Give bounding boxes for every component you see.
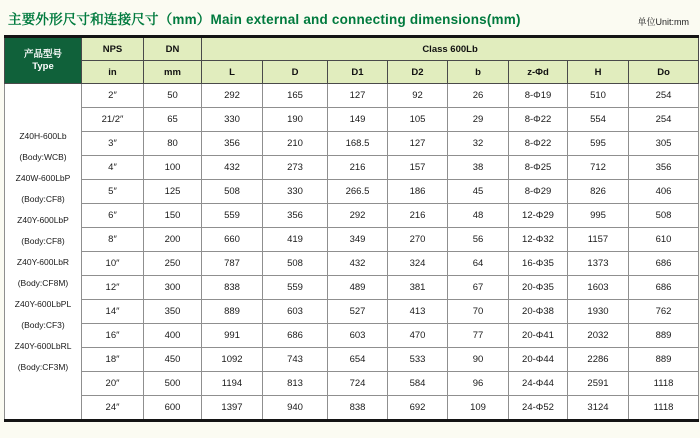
table-cell: 14″ (82, 300, 144, 324)
col-header-zd: z-Φd (509, 61, 568, 84)
table-cell: 1118 (629, 396, 699, 421)
table-cell: 32 (448, 132, 509, 156)
table-cell: 200 (144, 228, 202, 252)
table-cell: 12-Φ32 (509, 228, 568, 252)
table-cell: 510 (568, 84, 629, 108)
table-cell: 432 (202, 156, 263, 180)
table-cell: 127 (328, 84, 388, 108)
table-row (5, 348, 699, 372)
page-title: 主要外形尺寸和连接尺寸（mm）Main external and connecting dimensions(mm) (8, 12, 521, 27)
table-cell: 270 (388, 228, 448, 252)
table-cell: 692 (388, 396, 448, 421)
table-cell: 67 (448, 276, 509, 300)
table-row (5, 132, 699, 156)
col-header-dn: DN (144, 37, 202, 61)
table-cell: 838 (328, 396, 388, 421)
product-type-line: (Body:CF8) (21, 193, 65, 204)
table-cell: 712 (568, 156, 629, 180)
table-cell: 2″ (82, 84, 144, 108)
table-cell: 300 (144, 276, 202, 300)
col-header-mm: mm (144, 61, 202, 84)
table-row (5, 228, 699, 252)
header-row-2 (5, 61, 699, 84)
table-body (5, 84, 699, 421)
table-cell: 826 (568, 180, 629, 204)
table-cell: 273 (263, 156, 328, 180)
table-cell: 8-Φ22 (509, 108, 568, 132)
table-cell: 96 (448, 372, 509, 396)
col-header-Do: Do (629, 61, 699, 84)
product-type-line: Z40H-600Lb (19, 130, 67, 141)
product-type-line: Z40Y-600LbPL (14, 298, 72, 309)
table-cell: 554 (568, 108, 629, 132)
col-header-type-cn: 产品型号 (23, 48, 62, 60)
table-cell: 813 (263, 372, 328, 396)
table-cell: 48 (448, 204, 509, 228)
table-cell: 168.5 (328, 132, 388, 156)
table-cell: 432 (328, 252, 388, 276)
product-type-line: (Body:CF8M) (17, 277, 69, 288)
product-type-line: (Body:CF8) (21, 235, 65, 246)
table-cell: 787 (202, 252, 263, 276)
table-cell: 105 (388, 108, 448, 132)
table-cell: 20-Φ44 (509, 348, 568, 372)
table-cell: 1092 (202, 348, 263, 372)
table-cell: 889 (629, 348, 699, 372)
table-cell: 743 (263, 348, 328, 372)
table-cell: 292 (328, 204, 388, 228)
table-cell: 527 (328, 300, 388, 324)
table-cell: 149 (328, 108, 388, 132)
table-cell: 413 (388, 300, 448, 324)
table-cell: 8-Φ29 (509, 180, 568, 204)
table-cell: 2032 (568, 324, 629, 348)
product-type-line: Z40Y-600LbRL (14, 340, 72, 351)
product-type-cell (5, 84, 82, 421)
table-cell: 889 (202, 300, 263, 324)
table-row (5, 300, 699, 324)
table-cell: 508 (202, 180, 263, 204)
table-cell: 21/2″ (82, 108, 144, 132)
table-cell: 406 (629, 180, 699, 204)
table-cell: 45 (448, 180, 509, 204)
col-header-nps: NPS (82, 37, 144, 61)
table-cell: 350 (144, 300, 202, 324)
table-cell: 356 (263, 204, 328, 228)
table-cell: 356 (629, 156, 699, 180)
table-cell: 3124 (568, 396, 629, 421)
product-type-line: (Body:WCB) (19, 151, 67, 162)
table-cell: 1397 (202, 396, 263, 421)
table-cell: 20-Φ38 (509, 300, 568, 324)
table-cell: 595 (568, 132, 629, 156)
table-cell: 724 (328, 372, 388, 396)
table-cell: 92 (388, 84, 448, 108)
product-type-line: (Body:CF3) (21, 319, 65, 330)
table-cell: 584 (388, 372, 448, 396)
product-type-line: Z40W-600LbP (15, 172, 71, 183)
table-cell: 100 (144, 156, 202, 180)
table-cell: 1930 (568, 300, 629, 324)
table-cell: 8-Φ25 (509, 156, 568, 180)
table-cell: 24″ (82, 396, 144, 421)
table-cell: 77 (448, 324, 509, 348)
table-cell: 10″ (82, 252, 144, 276)
table-row (5, 396, 699, 421)
table-cell: 1157 (568, 228, 629, 252)
table-cell: 5″ (82, 180, 144, 204)
table-cell: 56 (448, 228, 509, 252)
table-cell: 600 (144, 396, 202, 421)
table-cell: 8-Φ22 (509, 132, 568, 156)
product-type-line: (Body:CF3M) (17, 361, 69, 372)
table-row (5, 180, 699, 204)
table-cell: 8″ (82, 228, 144, 252)
table-cell: 470 (388, 324, 448, 348)
table-cell: 995 (568, 204, 629, 228)
table-cell: 450 (144, 348, 202, 372)
table-cell: 20-Φ41 (509, 324, 568, 348)
table-cell: 508 (629, 204, 699, 228)
table-cell: 991 (202, 324, 263, 348)
table-cell: 90 (448, 348, 509, 372)
table-cell: 165 (263, 84, 328, 108)
table-cell: 686 (629, 252, 699, 276)
table-cell: 1603 (568, 276, 629, 300)
table-cell: 3″ (82, 132, 144, 156)
table-row (5, 324, 699, 348)
table-cell: 1118 (629, 372, 699, 396)
table-cell: 254 (629, 108, 699, 132)
table-cell: 838 (202, 276, 263, 300)
table-cell: 330 (202, 108, 263, 132)
table-cell: 292 (202, 84, 263, 108)
table-cell: 508 (263, 252, 328, 276)
table-cell: 38 (448, 156, 509, 180)
table-cell: 266.5 (328, 180, 388, 204)
table-row (5, 84, 699, 108)
table-cell: 109 (448, 396, 509, 421)
col-header-class: Class 600Lb (202, 37, 699, 61)
table-cell: 500 (144, 372, 202, 396)
table-cell: 762 (629, 300, 699, 324)
table-cell: 559 (263, 276, 328, 300)
table-cell: 18″ (82, 348, 144, 372)
table-cell: 50 (144, 84, 202, 108)
table-cell: 70 (448, 300, 509, 324)
table-cell: 26 (448, 84, 509, 108)
col-header-L: L (202, 61, 263, 84)
table-cell: 1194 (202, 372, 263, 396)
table-cell: 8-Φ19 (509, 84, 568, 108)
table-cell: 654 (328, 348, 388, 372)
table-cell: 419 (263, 228, 328, 252)
table-cell: 20″ (82, 372, 144, 396)
table-cell: 125 (144, 180, 202, 204)
table-cell: 610 (629, 228, 699, 252)
table-cell: 686 (263, 324, 328, 348)
table-cell: 603 (328, 324, 388, 348)
table-cell: 1373 (568, 252, 629, 276)
table-cell: 157 (388, 156, 448, 180)
table-cell: 254 (629, 84, 699, 108)
unit-note: 单位Unit:mm (637, 17, 689, 27)
dimensions-table (4, 35, 699, 422)
table-cell: 16-Φ35 (509, 252, 568, 276)
table-row (5, 108, 699, 132)
table-cell: 324 (388, 252, 448, 276)
table-row (5, 372, 699, 396)
table-cell: 4″ (82, 156, 144, 180)
table-cell: 80 (144, 132, 202, 156)
table-row (5, 204, 699, 228)
col-header-D2: D2 (388, 61, 448, 84)
table-cell: 2591 (568, 372, 629, 396)
table-cell: 24-Φ44 (509, 372, 568, 396)
table-row (5, 156, 699, 180)
table-cell: 940 (263, 396, 328, 421)
col-header-type-en: Type (32, 60, 54, 72)
table-cell: 356 (202, 132, 263, 156)
product-type-line: Z40Y-600LbR (16, 256, 70, 267)
table-cell: 889 (629, 324, 699, 348)
table-cell: 186 (388, 180, 448, 204)
table-cell: 65 (144, 108, 202, 132)
table-cell: 559 (202, 204, 263, 228)
table-cell: 6″ (82, 204, 144, 228)
table-cell: 127 (388, 132, 448, 156)
table-cell: 12-Φ29 (509, 204, 568, 228)
col-header-in: in (82, 61, 144, 84)
col-header-b: b (448, 61, 509, 84)
table-cell: 660 (202, 228, 263, 252)
col-header-D: D (263, 61, 328, 84)
table-cell: 603 (263, 300, 328, 324)
table-cell: 686 (629, 276, 699, 300)
table-cell: 305 (629, 132, 699, 156)
table-cell: 20-Φ35 (509, 276, 568, 300)
table-cell: 216 (388, 204, 448, 228)
table-row (5, 252, 699, 276)
table-cell: 150 (144, 204, 202, 228)
table-cell: 64 (448, 252, 509, 276)
table-cell: 12″ (82, 276, 144, 300)
col-header-type (5, 37, 82, 84)
header-row-1 (5, 37, 699, 61)
table-cell: 330 (263, 180, 328, 204)
table-cell: 24-Φ52 (509, 396, 568, 421)
table-cell: 400 (144, 324, 202, 348)
table-cell: 489 (328, 276, 388, 300)
table-header (5, 37, 699, 84)
table-cell: 216 (328, 156, 388, 180)
table-cell: 2286 (568, 348, 629, 372)
col-header-D1: D1 (328, 61, 388, 84)
table-cell: 210 (263, 132, 328, 156)
table-cell: 250 (144, 252, 202, 276)
table-cell: 381 (388, 276, 448, 300)
title-bar (3, 8, 697, 35)
table-cell: 16″ (82, 324, 144, 348)
table-cell: 349 (328, 228, 388, 252)
table-cell: 533 (388, 348, 448, 372)
product-type-line: Z40Y-600LbP (17, 214, 69, 225)
table-cell: 190 (263, 108, 328, 132)
col-header-H: H (568, 61, 629, 84)
table-cell: 29 (448, 108, 509, 132)
table-row (5, 276, 699, 300)
